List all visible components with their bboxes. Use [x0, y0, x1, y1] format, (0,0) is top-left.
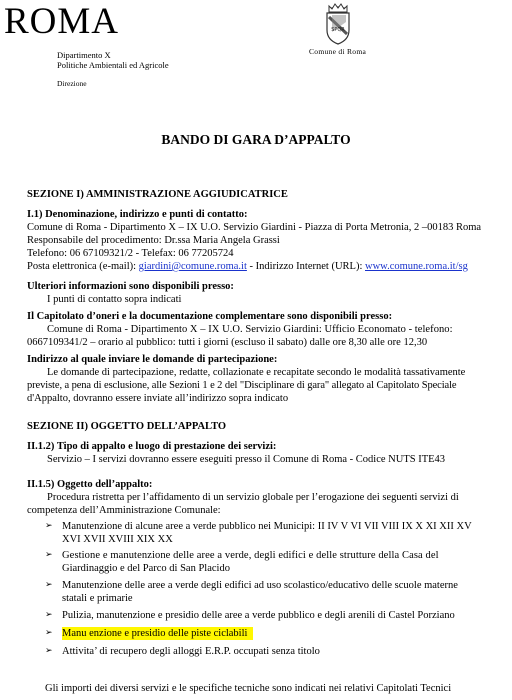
arrow-bullet-icon: ➢ [45, 521, 53, 531]
services-list [45, 520, 505, 663]
list-item-line-1: Manutenzione delle aree a verde degli edifici ad uso scolastico/educativo delle scuole materne [62, 580, 458, 591]
indirizzo-title: Indirizzo al quale inviare le domande di partecipazione: [27, 354, 278, 365]
direction-label: Direzione [57, 79, 87, 88]
indirizzo-line-1: Le domande di partecipazione, redatte, collazionate e recapitate secondo le modalità tassativamente [47, 367, 466, 378]
list-item-line-2: XVI XVII XVIII XIX XX [62, 534, 173, 545]
url-prefix: - Indirizzo Internet (URL): [246, 261, 365, 272]
list-item [45, 627, 505, 645]
i1-title: I.1) Denominazione, indirizzo e punti di contatto: [27, 209, 248, 220]
list-item-line-1: Manutenzione di alcune aree a verde pubblico nei Municipi: II IV V VI VII VIII IX X XI XII XV [62, 521, 472, 532]
municipality-label: Comune di Roma [309, 47, 367, 56]
office-name: Politiche Ambientali ed Agricole [57, 60, 169, 70]
website-link[interactable]: www.comune.roma.it/sg [365, 261, 468, 272]
section-1-heading: SEZIONE I) AMMINISTRAZIONE AGGIUDICATRICE [27, 189, 288, 200]
arrow-bullet-icon: ➢ [45, 646, 53, 656]
list-item-line-2: Giardinaggio e del Parco di San Placido [62, 563, 230, 574]
ii12-title: II.1.2) Tipo di appalto e luogo di prestazione dei servizi: [27, 441, 277, 452]
capitolato-title: Il Capitolato d’oneri e la documentazione complementare sono disponibili presso: [27, 311, 393, 322]
i1-contacts-line [27, 260, 468, 273]
section-2-heading: SEZIONE II) OGGETTO DELL’APPALTO [27, 421, 227, 432]
footer-line: Gli importi dei diversi servizi e le specifiche tecniche sono indicati nei relativi Capitolati Tecnici [45, 683, 452, 694]
email-link[interactable]: giardini@comune.roma.it [138, 261, 247, 272]
i1-phone: Telefono: 06 67109321/2 - Telefax: 06 77205724 [27, 248, 234, 259]
city-logo-text: ROMA [4, 1, 120, 42]
ulteriori-title: Ulteriori informazioni sono disponibili presso: [27, 281, 234, 292]
list-item [45, 645, 505, 663]
arrow-bullet-icon: ➢ [45, 628, 53, 638]
list-item-line-2: statali e primarie [62, 593, 133, 604]
list-item [45, 549, 505, 579]
ii15-line-2: competenza dell’Amministrazione Comunale: [27, 505, 221, 516]
ii15-title: II.1.5) Oggetto dell’appalto: [27, 479, 153, 490]
i1-responsible: Responsabile del procedimento: Dr.ssa Maria Angela Grassi [27, 235, 280, 246]
list-item-line-1: Gestione e manutenzione delle aree a verde, degli edifici e delle strutture della Casa del [62, 550, 439, 561]
list-item [45, 520, 505, 549]
capitolato-line-2: 0667109341/2 – orario al pubblico: tutti i giorni (escluso il sabato) dalle ore 8,30 alle ore 12,30 [27, 337, 428, 348]
document-title: BANDO DI GARA D’APPALTO [161, 132, 351, 147]
i1-address: Comune di Roma - Dipartimento X – IX U.O. Servizio Giardini - Piazza di Porta Metronia, 2 –00183 Roma [27, 222, 482, 233]
department-name: Dipartimento X [57, 50, 111, 60]
list-item [45, 609, 505, 627]
capitolato-line-1: Comune di Roma - Dipartimento X – IX U.O. Servizio Giardini: Ufficio Economato - telefono: [47, 324, 453, 335]
list-item [45, 579, 505, 609]
list-item-line-1: Attivita’ di recupero degli alloggi E.R.P. occupati senza titolo [62, 646, 320, 657]
svg-text:SPQR: SPQR [331, 27, 345, 33]
email-prefix: Posta elettronica (e-mail): [27, 261, 139, 272]
roma-crest-icon [324, 2, 352, 46]
ulteriori-text: I punti di contatto sopra indicati [47, 294, 182, 305]
ii15-line-1: Procedura ristretta per l’affidamento di un servizio globale per l’erogazione dei seguenti servizi di [47, 492, 459, 503]
indirizzo-line-2: previste, a pena di esclusione, alle Sezioni 1 e 2 del "Disciplinare di gara" allegato al Capitolato Speciale [27, 380, 457, 391]
highlighted-list-item-line: Manu enzione e presidio delle piste ciclabili [62, 627, 253, 640]
indirizzo-line-3: d'Appalto, dovranno essere inviate all’indirizzo sopra indicato [27, 393, 289, 404]
list-item-line-1: Pulizia, manutenzione e presidio delle aree a verde pubblico e degli arenili di Castel Porziano [62, 610, 455, 621]
arrow-bullet-icon: ➢ [45, 580, 53, 590]
ii12-text: Servizio – I servizi dovranno essere eseguiti presso il Comune di Roma - Codice NUTS ITE43 [47, 454, 446, 465]
arrow-bullet-icon: ➢ [45, 550, 53, 560]
arrow-bullet-icon: ➢ [45, 610, 53, 620]
